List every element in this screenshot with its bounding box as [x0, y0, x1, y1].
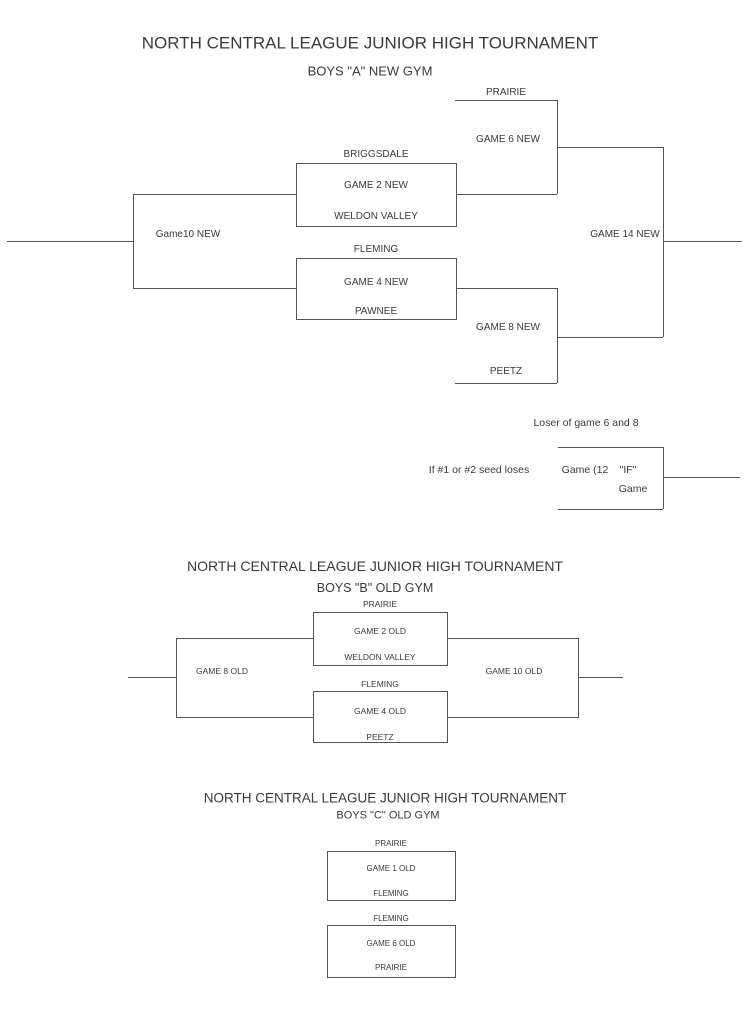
if-bottom-line: [558, 509, 663, 510]
game-4-new-label: GAME 4 NEW: [344, 277, 408, 288]
team-prairie-c1-label: PRAIRIE: [374, 839, 408, 848]
b-right-vertical-line: [578, 638, 579, 718]
team-peetz-a-label: PEETZ: [489, 366, 523, 377]
a-game10-vertical-line: [133, 194, 134, 288]
game-1-old-box: [327, 851, 456, 901]
section-b-title: NORTH CENTRAL LEAGUE JUNIOR HIGH TOURNAMENT: [187, 558, 563, 574]
team-prairie-c2-label: PRAIRIE: [374, 963, 408, 972]
section-b-subtitle: BOYS "B" OLD GYM: [316, 580, 434, 595]
game-8-new-label: GAME 8 NEW: [476, 322, 540, 333]
team-weldon-valley-b-label: WELDON VALLEY: [344, 651, 416, 662]
team-peetz-b-label: PEETZ: [366, 731, 394, 742]
game-4-new-box: [296, 258, 457, 320]
game-10-old-label: GAME 10 OLD: [485, 665, 543, 676]
a-input-stub-line: [7, 241, 133, 242]
team-fleming-c1-label: FLEMING: [373, 889, 409, 898]
a-game10-top-line: [133, 194, 296, 195]
a-game2-output-line: [456, 194, 557, 195]
a-prairie-top-line: [455, 100, 557, 101]
b-top-left-line: [176, 638, 313, 639]
loser-of-game-note: Loser of game 6 and 8: [533, 416, 639, 429]
game-2-old-box: [313, 612, 448, 666]
game-8-old-label: GAME 8 OLD: [196, 665, 248, 676]
a-game8-output-line: [557, 337, 663, 338]
team-fleming-b-label: FLEMING: [361, 678, 399, 689]
if-top-line: [558, 447, 663, 448]
if-game-number-label: Game (12: [561, 463, 609, 476]
a-game4-output-line: [456, 288, 557, 289]
a-game14-vertical-line: [663, 147, 664, 337]
game-4-old-label: GAME 4 OLD: [354, 705, 406, 716]
b-input-stub-line: [128, 677, 176, 678]
game-4-old-box: [313, 691, 448, 743]
team-briggsdale-label: BRIGGSDALE: [343, 149, 409, 160]
team-fleming-c2-label: FLEMING: [373, 914, 409, 923]
if-seed-loses-note: If #1 or #2 seed loses: [428, 463, 530, 476]
a-game10-bottom-line: [133, 288, 296, 289]
section-c-subtitle: BOYS "C" OLD GYM: [336, 809, 440, 822]
team-prairie-b-label: PRAIRIE: [362, 598, 398, 609]
game-2-new-box: [296, 163, 457, 227]
team-pawnee-label: PAWNEE: [354, 306, 398, 317]
section-a-subtitle: BOYS "A" NEW GYM: [307, 63, 433, 79]
team-fleming-a-label: FLEMING: [353, 244, 399, 255]
a-game14-output-line: [663, 241, 742, 242]
game-14-new-label: GAME 14 NEW: [590, 229, 660, 240]
game-10-new-label: Game10 NEW: [155, 229, 221, 240]
a-peetz-bottom-line: [455, 383, 557, 384]
section-c-title: NORTH CENTRAL LEAGUE JUNIOR HIGH TOURNAMENT: [203, 790, 567, 806]
team-prairie-a-label: PRAIRIE: [485, 87, 527, 98]
a-game6-output-line: [557, 147, 663, 148]
if-game-word-label: Game: [618, 482, 648, 495]
if-quote-label: "IF": [619, 463, 637, 476]
if-output-line: [663, 477, 740, 478]
game-6-new-label: GAME 6 NEW: [476, 134, 540, 145]
section-a-title: NORTH CENTRAL LEAGUE JUNIOR HIGH TOURNAMENT: [141, 33, 599, 53]
a-game8-vertical-line: [557, 288, 558, 383]
game-1-old-label: GAME 1 OLD: [366, 864, 416, 873]
b-output-stub-line: [578, 677, 623, 678]
b-top-right-line: [448, 638, 578, 639]
if-vertical-line: [663, 447, 664, 509]
b-bottom-left-line: [176, 717, 313, 718]
game-2-old-label: GAME 2 OLD: [354, 625, 406, 636]
game-2-new-label: GAME 2 NEW: [344, 180, 408, 191]
b-bottom-right-line: [448, 717, 578, 718]
game-6-old-label: GAME 6 OLD: [366, 939, 416, 948]
b-left-vertical-line: [176, 638, 177, 718]
team-weldon-valley-a-label: WELDON VALLEY: [334, 211, 418, 222]
game-6-old-box: [327, 925, 456, 978]
